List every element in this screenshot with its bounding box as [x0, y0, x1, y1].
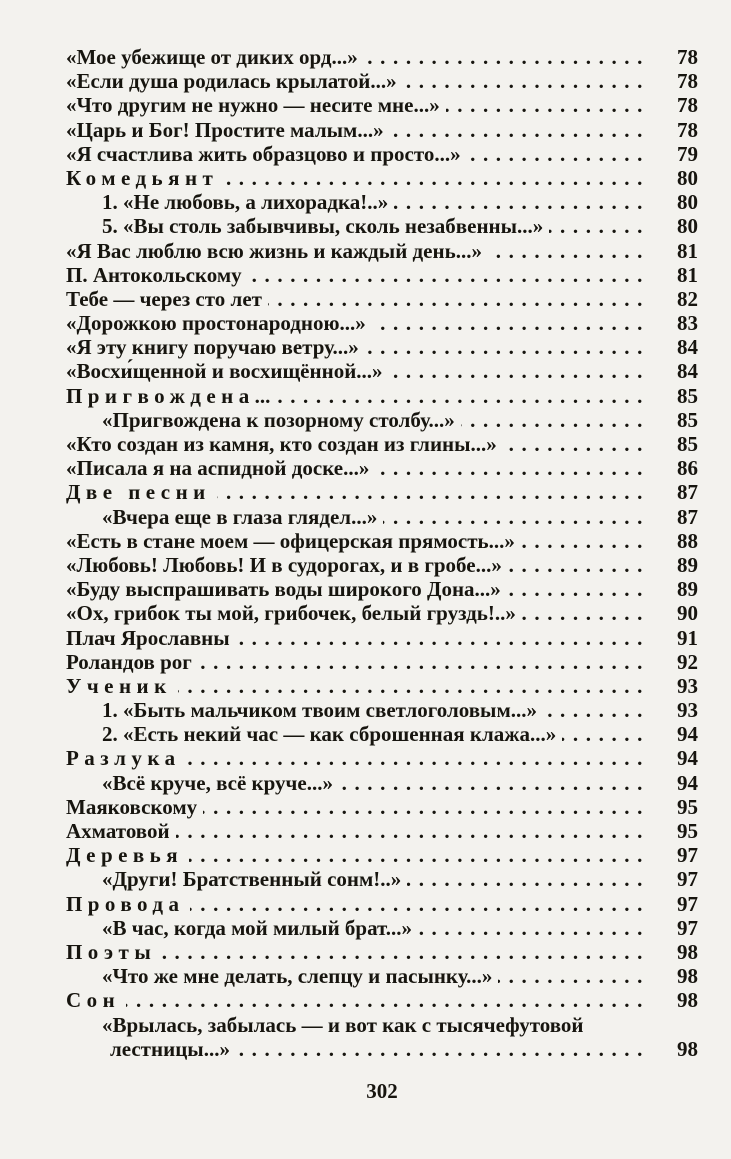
dot-leader — [187, 746, 650, 770]
dot-leader — [543, 698, 650, 722]
toc-entry — [66, 892, 698, 916]
toc-entry-title: Плач Ярославны — [66, 625, 230, 650]
dot-leader — [403, 69, 650, 93]
toc-entry-title-ellipsis: ... — [254, 383, 271, 408]
toc-entry-page: 98 — [677, 964, 698, 989]
dot-leader — [503, 432, 650, 456]
toc-entry-page: 82 — [677, 286, 698, 311]
dot-leader — [178, 674, 650, 698]
dot-leader — [189, 843, 650, 867]
toc-entry — [66, 698, 698, 722]
toc-entry-page: 97 — [677, 843, 698, 868]
toc-entry-title: «Я счастлива жить образцово и просто...» — [66, 141, 461, 166]
toc-entry-page: 94 — [677, 770, 698, 795]
toc-entry-title: «Буду выспрашивать воды широкого Дона...» — [66, 577, 501, 602]
toc-entry-title: 1. «Быть мальчиком твоим светлоголовым...» — [102, 698, 538, 723]
toc-entry-page: 87 — [677, 480, 698, 505]
dot-leader — [467, 142, 650, 166]
toc-entry-page: 80 — [677, 190, 698, 215]
toc-entry-title: Поэты — [66, 939, 157, 964]
toc-entry — [66, 916, 698, 940]
dot-leader — [394, 190, 650, 214]
toc-entry — [66, 263, 698, 287]
toc-entry — [66, 843, 698, 867]
toc-entry-title: «Что же мне делать, слепцу и пасынку...» — [102, 964, 493, 989]
toc-entry-title: «Мое убежище от диких орд...» — [66, 45, 358, 69]
toc-entry-title: 2. «Есть некий час — как сброшенная клажа...» — [102, 722, 557, 747]
toc-entry — [66, 287, 698, 311]
toc-entry — [66, 408, 698, 432]
dot-leader — [365, 335, 650, 359]
toc-entry-title: «Други! Братственный сонм!..» — [102, 867, 402, 892]
toc-entry-title: «Любовь! Любовь! И в судорогах, и в гробе...» — [66, 552, 502, 577]
toc-entry-page: 95 — [677, 819, 698, 843]
toc-entry-title: «Вчера еще в глаза глядел...» — [102, 504, 378, 529]
toc-entry-page: 81 — [677, 262, 698, 287]
dot-leader — [521, 529, 650, 553]
dot-leader — [418, 916, 650, 940]
dot-leader — [176, 819, 650, 843]
toc-entry — [66, 940, 698, 964]
toc-entry-title: 1. «Не любовь, а лихорадка!..» — [102, 190, 389, 215]
toc-entry-title: Пригвождена — [66, 383, 255, 408]
toc-entry — [66, 384, 698, 408]
toc-entry — [66, 142, 698, 166]
toc-entry-page: 94 — [677, 722, 698, 747]
folio-page-number: 302 — [366, 1079, 398, 1103]
dot-leader — [248, 263, 650, 287]
dot-leader — [217, 480, 650, 504]
dot-leader — [372, 311, 650, 335]
toc-entry-page: 98 — [677, 939, 698, 964]
dot-leader — [446, 93, 650, 117]
toc-entry-page: 97 — [677, 915, 698, 940]
toc-entry-title: «В час, когда мой милый брат...» — [102, 915, 413, 940]
toc-entry-title: Ахматовой — [66, 819, 170, 843]
toc-entry — [66, 1013, 698, 1037]
toc-entry-title: «Что другим не нужно — несите мне...» — [66, 93, 440, 118]
dot-leader — [488, 239, 650, 263]
page-footer — [66, 1079, 698, 1104]
toc-entry-page: 88 — [677, 528, 698, 553]
toc-entry-page: 84 — [677, 335, 698, 360]
toc-entry-page: 93 — [677, 698, 698, 723]
toc-entry-title: Две песни — [66, 480, 211, 505]
toc-entry-page: 78 — [677, 117, 698, 142]
toc-entry-page: 92 — [677, 649, 698, 674]
dot-leader — [522, 601, 650, 625]
toc-entry-page: 78 — [677, 93, 698, 118]
dot-leader — [390, 118, 650, 142]
dot-leader — [224, 166, 650, 190]
dot-leader — [236, 1037, 650, 1061]
toc-entry-page: 83 — [677, 311, 698, 336]
dot-leader — [190, 892, 650, 916]
toc-entry-title: Провода — [66, 891, 185, 916]
toc-entry — [66, 1037, 698, 1061]
toc-entry — [66, 722, 698, 746]
dot-leader — [276, 384, 650, 408]
toc-entry-page: 93 — [677, 673, 698, 698]
dot-leader — [507, 577, 650, 601]
toc-entry-title: 5. «Вы столь забывчивы, сколь незабвенны...» — [102, 214, 544, 239]
toc-entry-title: лестницы...» — [110, 1036, 230, 1061]
toc-entry — [66, 456, 698, 480]
toc-entry-page: 84 — [677, 359, 698, 384]
toc-entry — [66, 505, 698, 529]
toc-entry-title: Разлука — [66, 746, 181, 771]
toc-entry-page: 91 — [677, 625, 698, 650]
toc-entry — [66, 988, 698, 1012]
toc-entry-page: 79 — [677, 141, 698, 166]
toc-entry — [66, 577, 698, 601]
toc-entry-page: 89 — [677, 577, 698, 602]
toc-entry-title: Сон — [66, 988, 121, 1013]
toc-entry — [66, 45, 698, 69]
dot-leader — [389, 359, 650, 383]
toc-entry — [66, 432, 698, 456]
dot-leader — [126, 988, 650, 1012]
toc-entry — [66, 335, 698, 359]
dot-leader — [461, 408, 650, 432]
toc-entry — [66, 746, 698, 770]
toc-entry — [66, 118, 698, 142]
toc-entry-page: 86 — [677, 456, 698, 481]
toc-entry — [66, 480, 698, 504]
toc-entry-title: Роландов рог — [66, 649, 192, 674]
dot-leader — [268, 287, 650, 311]
toc-entry-page: 78 — [677, 45, 698, 69]
toc-entry — [66, 771, 698, 795]
toc-entry-page: 78 — [677, 69, 698, 94]
toc-entry-page: 85 — [677, 407, 698, 432]
dot-leader — [407, 867, 650, 891]
toc-entry — [66, 214, 698, 238]
toc-entry-title: Маяковскому — [66, 794, 198, 819]
toc-entry — [66, 553, 698, 577]
toc-entry-title: Комедьянт — [66, 165, 219, 190]
toc-entry-title: Тебе — через сто лет — [66, 286, 262, 311]
toc-entry-page: 97 — [677, 867, 698, 892]
toc-entry-title: П. Антокольскому — [66, 262, 242, 287]
toc-entry — [66, 601, 698, 625]
toc-entry-title: «Ох, грибок ты мой, грибочек, белый груздь!..» — [66, 601, 516, 626]
toc-entry-title: «Я Вас люблю всю жизнь и каждый день...» — [66, 238, 482, 263]
toc-entry-page: 87 — [677, 504, 698, 529]
toc-entry — [66, 626, 698, 650]
dot-leader — [508, 553, 650, 577]
dot-leader — [562, 722, 650, 746]
toc-entry — [66, 93, 698, 117]
toc-entry — [66, 867, 698, 891]
dot-leader — [383, 505, 650, 529]
toc-entry-title: «Восхи́щенной и восхищённой...» — [66, 359, 383, 384]
toc-entry-title: «Я эту книгу поручаю ветру...» — [66, 335, 359, 360]
table-of-contents — [66, 45, 698, 1061]
toc-entry-page: 85 — [677, 383, 698, 408]
toc-entry — [66, 166, 698, 190]
toc-entry-page: 89 — [677, 552, 698, 577]
toc-entry — [66, 190, 698, 214]
toc-entry-title: «Дорожкою простонародною...» — [66, 311, 366, 336]
toc-entry — [66, 795, 698, 819]
toc-entry-page: 97 — [677, 891, 698, 916]
dot-leader — [498, 964, 650, 988]
dot-leader — [549, 214, 650, 238]
toc-entry-page: 94 — [677, 746, 698, 771]
dot-leader — [236, 626, 650, 650]
toc-entry-title: «Есть в стане моем — офицерская прямость...» — [66, 528, 515, 553]
toc-entry-page: 85 — [677, 432, 698, 456]
toc-entry-page: 95 — [677, 794, 698, 819]
toc-entry — [66, 964, 698, 988]
toc-entry-page: 90 — [677, 601, 698, 626]
toc-entry — [66, 529, 698, 553]
toc-entry-title: Деревья — [66, 843, 184, 868]
dot-leader — [339, 771, 650, 795]
toc-entry-page: 81 — [677, 238, 698, 263]
dot-leader — [198, 650, 650, 674]
toc-entry-page: 98 — [677, 1036, 698, 1061]
toc-entry-title: Ученик — [66, 673, 172, 698]
toc-entry-title: «Пригвождена к позорному столбу...» — [102, 407, 455, 432]
toc-entry — [66, 650, 698, 674]
dot-leader — [364, 45, 650, 69]
toc-entry-title: «Если душа родилась крылатой...» — [66, 69, 397, 94]
toc-entry — [66, 239, 698, 263]
toc-entry — [66, 69, 698, 93]
toc-entry-title: «Всё круче, всё круче...» — [102, 770, 333, 795]
toc-entry — [66, 359, 698, 383]
dot-leader — [375, 456, 650, 480]
toc-entry-title: «Кто создан из камня, кто создан из глины...» — [66, 432, 497, 456]
toc-entry — [66, 311, 698, 335]
toc-entry-page: 80 — [677, 165, 698, 190]
toc-entry-title: «Царь и Бог! Простите малым...» — [66, 117, 384, 142]
toc-entry-title: «Писала я на аспидной доске...» — [66, 456, 370, 481]
toc-entry-title: «Врылась, забылась — и вот как с тысячефутовой — [102, 1012, 584, 1037]
toc-entry — [66, 674, 698, 698]
toc-entry-page: 80 — [677, 214, 698, 239]
toc-entry-page: 98 — [677, 988, 698, 1013]
dot-leader — [203, 795, 650, 819]
toc-entry — [66, 819, 698, 843]
dot-leader — [162, 940, 650, 964]
